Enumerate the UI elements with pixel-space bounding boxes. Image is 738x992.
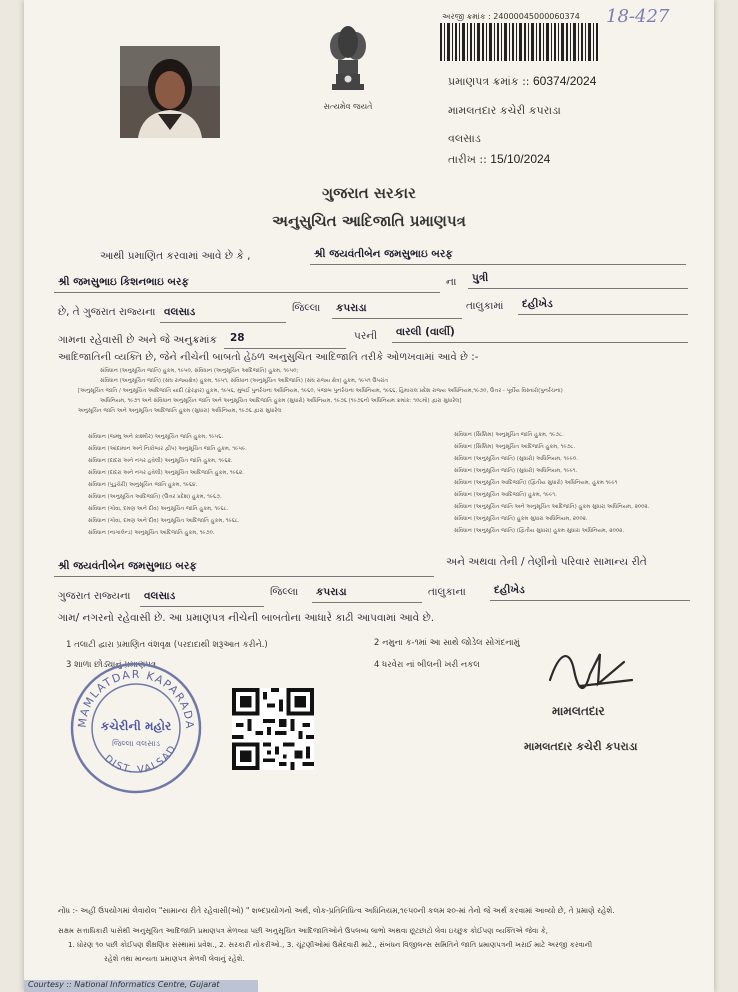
qr-code [232, 688, 314, 770]
issue-date-label: તારીખ :: [448, 153, 491, 166]
taluka2-value: કપરાડા [316, 586, 347, 598]
order-line: અનુસૂચિત જાતિ અને અનુસૂચિત આદિજાતિ હુકમ (સુધારા) અધિનિયમ, ૧૯૭૬ દ્વારા સુધારેલ [78, 408, 282, 414]
order-right: સંવિધાન (અનુસૂચિત જાતિ) (સુધારો) અધિનિયમ, ૧૯૯૧. [454, 468, 578, 474]
seal-bottom-text: DIST. VALSAD [101, 743, 179, 776]
seal-center-text: કચેરીની મહોર [100, 719, 172, 733]
issue-date-value: 15/10/2024 [490, 152, 551, 166]
office-seal [66, 658, 206, 798]
order-right: સંવિધાન (અનુસૂચિત જાતિ) (સુધારો) અધિનિયમ, ૧૯૯૦. [454, 456, 578, 462]
resident-text: ગામના રહેવાસી છે અને જે અનુક્રમાંક [58, 334, 217, 346]
document-item: 2 નમુના ક-૧માં આ સાથે જોડેલ સોગંદનામું [374, 638, 520, 648]
order-right: સંવિધાન (અનુસૂચિત આદિજાતિ) (દ્વિતીય સુધારો) અધિનિયમ, હુકમ ૧૯૯૧ [454, 480, 618, 486]
holder-name-2: શ્રી જયવંતીબેન જમસુભાઇ બરફ [58, 560, 197, 572]
order-right: સંવિધાન (અનુસૂચિત આદિજાતિ) હુકમ, ૧૯૯૧. [454, 492, 557, 498]
order-left: સંવિધાન (દાદરા અને નગર હવેલી) અનુસૂચિત આદિજાતિ હુકમ, ૧૯૬૨. [88, 470, 244, 476]
signature-mark [540, 640, 636, 700]
recognized-text: આદિજાતિની વ્યક્તિ છે, જેને નીચેની બાબતો હેઠળ અનુસુચિત આદિજાતિ તરીકે ઓળખવામાં આવે છે :- [58, 352, 479, 363]
order-right: સંવિધાન (અનુસૂચિત જાતિ) હુકમ સુધારા અધિનિયમ, ૨૦૦૨. [454, 516, 588, 522]
usage-line-3: રહેશે તથા માન્યતા પ્રમાણપત્ર મેળવી લેવાનું રહેશે. [104, 954, 245, 963]
signatory-office: મામલતદાર કચેરી કપરાડા [524, 740, 638, 753]
taluka-value: કપરાડા [336, 302, 367, 314]
state2-prefix: ગુજરાત રાજ્યના [58, 590, 131, 602]
village2-value: દહીખેડ [494, 584, 525, 596]
certificate-number-value: 60374/2024 [533, 74, 597, 88]
order-left: સંવિધાન (દાદરા અને નગર હવેલી) અનુસૂચિત જાતિ હુકમ, ૧૯૬૨. [88, 458, 233, 464]
application-number: અરજી ક્રમાંક : 24000045000060374 [442, 12, 580, 21]
village-value: દહીખેડ [522, 298, 553, 310]
state-prefix: છે, તે ગુજરાત રાજ્યના [58, 306, 156, 318]
usage-line-2: 1. ધોરણ ૧૦ પછી કોઈપણ શૈક્ષણિક સંસ્થામાં પ્રવેશ., 2. સરકારી નોકરીઓ., 3. ચૂંટણીઓમાં ઉમેદવારી માટે., સંબંધન વિજીલન્સ સમિતિને જાતિ પ્રમાણપત્રની ખરાઈ માટે અરજી કરવાની [68, 940, 593, 949]
order-line: અધિનિયમ, ૧૯૭૧ અને સંવિધાન અનુસૂચિત જાતિ અને અનુસૂચિત આદિજાતિ હુકમ (સુધારો) અધિનિયમ, ૧૯૭૬ (૧૯૭૬નો અધિનિયમ ક્રમાંક: ૧૦૮મો) દ્વારા સુધારેલ] [100, 398, 462, 404]
certify-text: આથી પ્રમાણિત કરવામાં આવે છે કે , [100, 250, 251, 262]
district2-suffix: જિલ્લા [270, 586, 299, 598]
applicant-photo [120, 46, 220, 138]
serial-suffix: પરની [354, 330, 378, 342]
seal-outer-text: MAMLATDAR KAPARADA [75, 667, 197, 731]
taluka2-suffix: તાલુકાના [428, 586, 466, 598]
emblem-caption: સત્યમેવ જયતે [323, 102, 373, 111]
taluka-suffix: તાલુકામાં [466, 300, 504, 312]
father-name: શ્રી જમસુભાઇ કિશનભાઇ બરફ [58, 276, 189, 288]
district2-value: વલસાડ [144, 590, 176, 602]
government-heading: ગુજરાત સરકાર [322, 184, 416, 202]
certificate-page [24, 0, 714, 992]
relation: પુત્રી [472, 272, 489, 284]
order-line: [અનુસૂચિત જાતિ / અનુસૂચિત આદિજાતિ યાદી (ફેરફાર) હુકમ, ૧૯૫૬, મુંબઈ પુનર્રચના અધિનિયમ, ૧૯૬૦, પંજાબ પુનર્રચના અધિનિયમ, ૧૯૬૬, હિમાચલ પ્રદેશ રાજ્ય અધિનિયમ,૧૯૭૦, ઉત્તર - પૂર્વીય વિસ્તારો(પુનર્રચના) [78, 388, 563, 394]
order-line: સંવિધાન (અનુસૂચિત જાતિ) (સંઘ રાજ્યક્ષેત્ર) હુકમ, ૧૯૫૧, સંવિધાન (અનુસૂચિત આદિજાતિ) (સંઘ રાજ્ય ક્ષેત્ર) હુકમ, ૧૯૫૧ ઉપરાંત [100, 378, 388, 384]
order-left: સંવિધાન (અનુસૂચિત આદિજાતિ) (ઉત્તર પ્રદેશ) હુકમ, ૧૯૬૭. [88, 494, 222, 500]
order-left: સંવિધાન (નાગાલેન્ડ) અનુસૂચિત આદિજાતિ હુકમ, ૧૯૭૦. [88, 530, 215, 536]
order-left: સંવિધાન (જમ્મુ અને કાશ્મીર) અનુસૂચિત જાતિ હુકમ, ૧૯૫૬. [88, 434, 224, 440]
certificate-number [448, 74, 596, 89]
relation-prefix: ના [446, 276, 457, 288]
application-value: 24000045000060374 [493, 12, 580, 21]
application-label: અરજી ક્રમાંક [442, 12, 486, 21]
order-right: સંવિધાન (સિક્કિમ) અનુસૂચિત જાતિ હુકમ, ૧૯૭૮. [454, 432, 564, 438]
tribe-name: વારલી (વાર્લી) [396, 326, 455, 338]
issue-date [448, 152, 550, 167]
basis-text: ગામ/ નગરનો રહેવાસી છે. આ પ્રમાણપત્ર નીચેની બાબતોના આધારે કાઢી આપવામાં આવે છે. [58, 612, 435, 624]
footer-credit: Courtesy :: National Informatics Centre, Gujarat [24, 980, 258, 992]
handwritten-note: 18-427 [606, 6, 670, 27]
family-text: અને અથવા તેની / તેણીનો પરિવાર સામાન્ય રીતે [446, 556, 647, 568]
order-right: સંવિધાન (અનુસૂચિત જાતિ અને અનુસૂચિત આદિજાતિ) હુકમ સુધારા અધિનિયમ, ૨૦૦૨. [454, 504, 650, 510]
document-item: 1 તલાટી દ્વારા પ્રમાણિત વંશવૃક્ષ (પરદાદાથી શરૂઆત કરીને.) [66, 640, 268, 650]
document-item: 4 ધરવેરા નાં બીલની ખરી નકલ [374, 660, 480, 670]
seal-sub-text: જિલ્લા વલસાડ [112, 739, 160, 748]
order-line: સંવિધાન (અનુસૂચિત જાતિ) હુકમ, ૧૯૫૦, સંવિધાન (અનુસૂચિત આદિજાતિ) હુકમ, ૧૯૫૦; [100, 368, 299, 374]
issuer-district: વલસાડ [448, 132, 481, 145]
barcode [440, 23, 598, 61]
footnote: નોંધ :- અહીં ઉપયોગમાં લેવાયેલ "સામાન્ય રીતે રહેવાસી(ઓ) " શબ્દપ્રયોગનો અર્થ, લોક-પ્રતિનિધિત્વ અધિનિયમ,૧૯૫૦ની કલમ ૨૦-માં તેનો જે અર્થ કરવામાં આવ્યો છે, તે પ્રમાણે રહેશે. [58, 906, 615, 915]
order-right: સંવિધાન (સિક્કિમ) અનુસૂચિત આદિજાતિ હુકમ, ૧૯૭૮. [454, 444, 576, 450]
district-value: વલસાડ [164, 306, 196, 318]
order-left: સંવિધાન (ગોવા, દમણ અને દીવ) અનુસૂચિત આદિજાતિ હુકમ, ૧૯૬૮. [88, 518, 240, 524]
district-suffix: જિલ્લા [292, 302, 321, 314]
certificate-title: અનુસુચિત આદિજાતિ પ્રમાણપત્ર [272, 212, 466, 230]
holder-name: શ્રી જયવંતીબેન જમસુભાઇ બરફ [314, 248, 453, 260]
order-right: સંવિધાન (અનુસૂચિત જાતિ) (દ્વિતીય સુધારા) હુકમ સુધારા અધિનિયમ, ૨૦૦૨. [454, 528, 625, 534]
signatory-role: મામલતદાર [552, 704, 605, 718]
order-left: સંવિધાન (પુડુચેરી) અનુસૂચિત જાતિ હુકમ, ૧૯૬૪. [88, 482, 198, 488]
order-left: સંવિધાન (આંદામાન અને નિકોબાર દ્વીપ) અનુસૂચિત જાતિ હુકમ, ૧૯૫૯. [88, 446, 247, 452]
usage-line-1: સક્ષમ સત્તાધિકારી પાસેથી અનુસૂચિત આદિજાતિ પ્રમાણપત્ર મેળવ્યા પછી અનુસૂચિત આદિજાતિઓને ઉપલબ્ધ લાભો અથવા છૂટછાટો લેવા ઇચ્છુક કોઈપણ વ્યક્તિએ જેવા કે, [58, 926, 548, 935]
national-emblem-icon [318, 18, 378, 102]
certificate-number-label: પ્રમાણપત્ર ક્રમાંક :: [448, 75, 533, 88]
order-left: સંવિધાન (ગોવા, દમણ અને દીવ) અનુસૂચિત જાતિ હુકમ, ૧૯૬૮. [88, 506, 229, 512]
document-item: 3 શાળા છોડ્યાનું પ્રમાણપત્ર [66, 660, 157, 670]
serial-number: 28 [230, 332, 245, 344]
issuer-office: મામલતદાર કચેરી કપરાડા [448, 104, 561, 117]
